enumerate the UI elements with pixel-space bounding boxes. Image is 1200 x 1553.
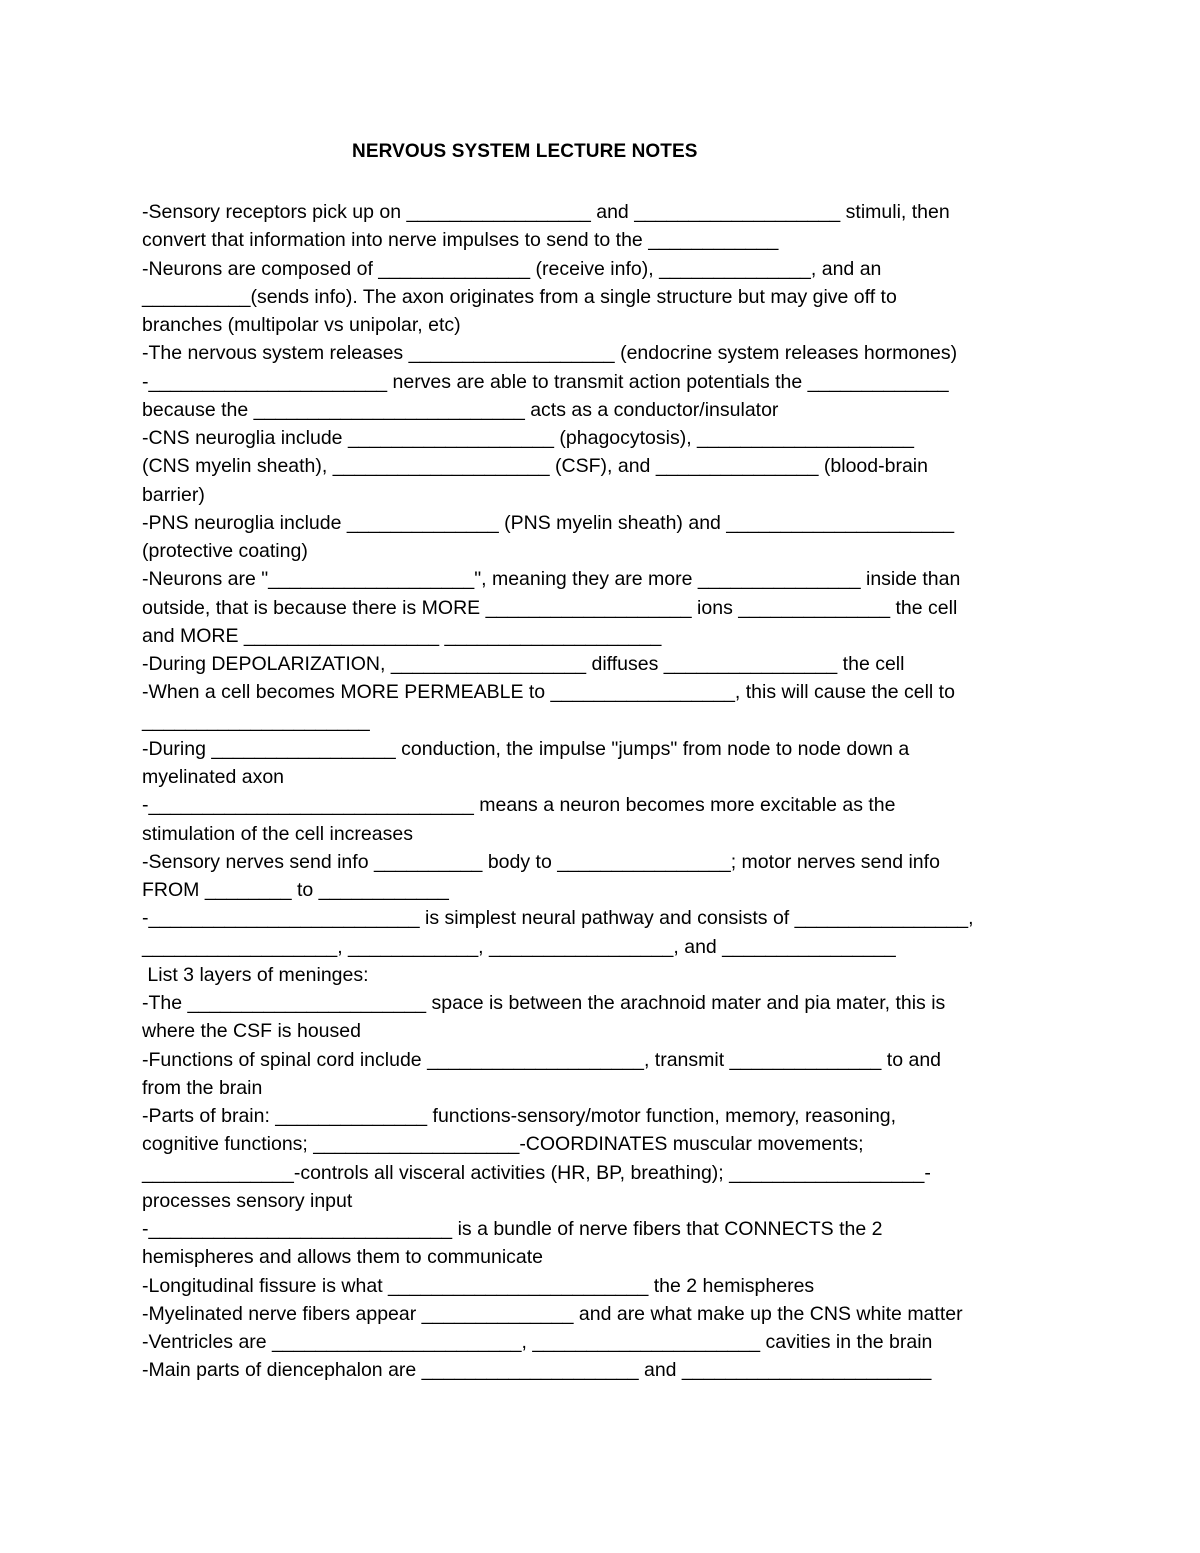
notes-line: -Ventricles are _______________________, _____________________ cavities in the brain (142, 1331, 933, 1353)
notes-line: __________(sends info). The axon originates from a single structure but may give off to (142, 285, 897, 308)
notes-line: -Sensory nerves send info __________ body to ________________; motor nerves send info (142, 850, 940, 873)
notes-line: -Main parts of diencephalon are ____________________ and _______________________ (142, 1359, 932, 1382)
notes-line: _____________________ (142, 709, 370, 732)
notes-line: from the brain (142, 1076, 263, 1099)
notes-line: -PNS neuroglia include ______________ (PNS myelin sheath) and _____________________ (142, 511, 955, 534)
notes-line: __________________, ____________, _________________, and ________________ (142, 935, 896, 958)
notes-line: because the _________________________ acts as a conductor/insulator (142, 398, 779, 421)
notes-line: -____________________________ is a bundle of nerve fibers that CONNECTS the 2 (142, 1218, 883, 1240)
notes-line: -______________________ nerves are able to transmit action potentials the _____________ (142, 370, 949, 393)
notes-line: -_________________________ is simplest neural pathway and consists of ________________, (142, 907, 974, 930)
notes-line: -CNS neuroglia include ___________________ (phagocytosis), ____________________ (142, 427, 914, 449)
notes-line: -Sensory receptors pick up on _________________ and ___________________ stimuli, then (142, 201, 950, 223)
notes-line: -Parts of brain: ______________ functions-sensory/motor function, memory, reasoning, (142, 1105, 897, 1127)
notes-line: hemispheres and allows them to communicate (142, 1246, 544, 1269)
notes-line: -Functions of spinal cord include ____________________, transmit ______________ to and (142, 1048, 942, 1071)
notes-line: convert that information into nerve impulses to send to the ____________ (142, 229, 779, 252)
notes-line: outside, that is because there is MORE ___________________ ions ______________ the cell (142, 596, 958, 619)
notes-line: (protective coating) (142, 540, 308, 562)
notes-line: FROM ________ to ____________ (142, 879, 449, 901)
notes-line: -Neurons are "___________________", meaning they are more _______________ inside than (142, 568, 961, 591)
notes-line: branches (multipolar vs unipolar, etc) (142, 314, 461, 336)
notes-line: cognitive functions; ___________________-COORDINATES muscular movements; (142, 1133, 864, 1156)
notes-line: barrier) (142, 483, 205, 506)
notes-line: -During _________________ conduction, the impulse "jumps" from node to node down a (142, 737, 910, 760)
notes-line: -During DEPOLARIZATION, __________________ diffuses ________________ the cell (142, 653, 905, 675)
notes-line: processes sensory input (142, 1189, 353, 1212)
notes-line: -The ______________________ space is between the arachnoid mater and pia mater, this is (142, 992, 946, 1014)
notes-body (142, 198, 1062, 1385)
notes-line: ______________-controls all visceral activities (HR, BP, breathing); __________________- (142, 1161, 931, 1184)
document-title: NERVOUS SYSTEM LECTURE NOTES (352, 141, 698, 162)
notes-line: -Neurons are composed of ______________ (receive info), ______________, and an (142, 257, 882, 280)
notes-line: -When a cell becomes MORE PERMEABLE to _________________, this will cause the cell to (142, 681, 955, 704)
notes-line: where the CSF is housed (142, 1020, 361, 1043)
notes-line: List 3 layers of meninges: (142, 963, 369, 986)
notes-line: -Myelinated nerve fibers appear ______________ and are what make up the CNS white matter (142, 1302, 963, 1325)
notes-line: (CNS myelin sheath), ____________________ (CSF), and _______________ (blood-brain (142, 455, 928, 478)
notes-line: -The nervous system releases ___________________ (endocrine system releases hormones) (142, 342, 958, 365)
notes-line: stimulation of the cell increases (142, 822, 413, 845)
notes-line: and MORE __________________ ____________________ (142, 624, 662, 647)
notes-line: myelinated axon (142, 766, 285, 788)
notes-line: -Longitudinal fissure is what ________________________ the 2 hemispheres (142, 1274, 815, 1297)
notes-line: -______________________________ means a neuron becomes more excitable as the (142, 794, 896, 817)
